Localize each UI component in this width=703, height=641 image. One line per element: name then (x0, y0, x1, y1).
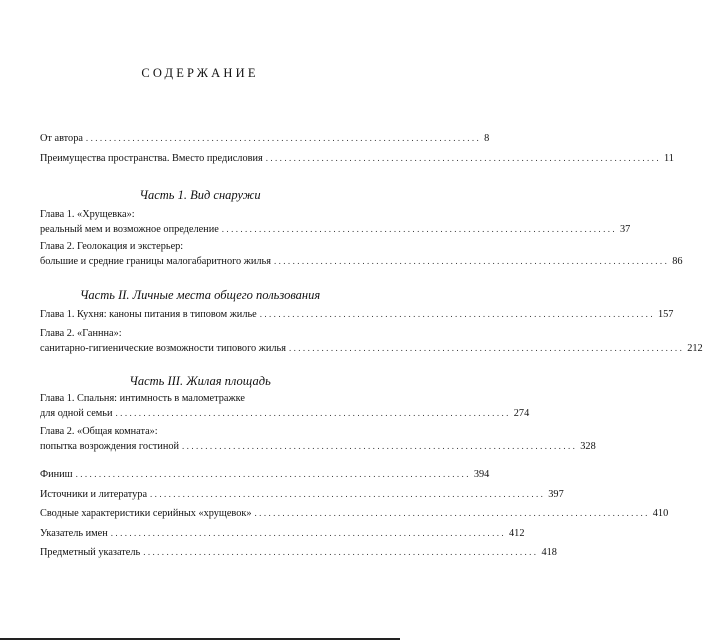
entry-page: 418 (541, 547, 557, 558)
entry-page: 8 (484, 133, 490, 144)
entry-page: 328 (580, 441, 596, 452)
entry-page: 11 (663, 153, 674, 164)
entry-title-line1: Глава 2. «Общая комната»: (40, 426, 158, 437)
toc-entry-part2-ch1[interactable] (40, 307, 674, 322)
entry-page: 212 (687, 343, 703, 354)
toc-entry-sources[interactable] (40, 487, 564, 502)
part-3-heading[interactable]: Часть III. Жилая площадь (129, 374, 271, 388)
toc-entry-finish[interactable] (40, 467, 490, 482)
toc-entry-part1-ch2[interactable] (40, 240, 683, 269)
leader-dots: ..................................................................................... (273, 256, 670, 266)
entry-title-line2: реальный мем и возможное определение (40, 224, 219, 235)
entry-page: 397 (548, 489, 564, 500)
toc-entry-part3-ch1[interactable] (40, 392, 530, 421)
entry-title: Источники и литература (40, 489, 148, 500)
entry-page: 394 (473, 469, 490, 480)
entry-title: Финиш (40, 469, 73, 480)
bottom-rule (0, 638, 400, 640)
leader-dots: ..................................................................................... (143, 547, 539, 557)
toc-entry-from-author[interactable] (40, 131, 490, 146)
entry-title-line1: Глава 1. «Хрущевка»: (40, 209, 135, 220)
part-1-heading[interactable]: Часть 1. Вид снаружи (139, 188, 261, 202)
leader-dots: ..................................................................................... (288, 343, 685, 353)
entry-title-line2: попытка возрождения гостиной (40, 441, 180, 452)
entry-page: 157 (657, 309, 674, 320)
leader-dots: ..................................................................................... (254, 508, 650, 518)
entry-title: Указатель имен (40, 528, 108, 539)
leader-dots: ..................................................................................... (150, 489, 546, 499)
part-2-heading[interactable]: Часть II. Личные места общего пользования (79, 288, 321, 302)
entry-page: 410 (652, 508, 669, 519)
leader-dots: ..................................................................................... (85, 133, 482, 143)
page-title: СОДЕРЖАНИЕ (141, 66, 259, 80)
entry-title-line2: большие и средние границы малогабаритного жилья (40, 256, 271, 267)
entry-title: Преимущества пространства. Вместо предисловия (40, 153, 263, 164)
entry-page: 86 (672, 256, 683, 267)
leader-dots: ..................................................................................... (221, 224, 618, 234)
entry-page: 37 (620, 224, 631, 235)
entry-title: Предметный указатель (40, 547, 141, 558)
leader-dots: ..................................................................................... (75, 469, 471, 479)
toc-entry-subject-index[interactable] (40, 545, 557, 560)
entry-title: Глава 1. Кухня: каноны питания в типовом жилье (40, 309, 257, 320)
entry-page: 274 (513, 408, 530, 419)
toc-entry-preface[interactable] (40, 151, 674, 166)
leader-dots: ..................................................................................... (182, 441, 578, 451)
toc-entry-part2-ch2[interactable] (40, 327, 703, 356)
entry-title-line1: Глава 2. «Ганнна»: (40, 328, 122, 339)
entry-title: От автора (40, 133, 83, 144)
entry-title-line1: Глава 2. Геолокация и экстерьер: (40, 241, 184, 252)
toc-entry-characteristics[interactable] (40, 506, 669, 521)
toc-entry-name-index[interactable] (40, 526, 525, 541)
toc-entry-part1-ch1[interactable] (40, 208, 631, 237)
entry-title: Сводные характеристики серийных «хрущевок» (40, 508, 252, 519)
entry-title-line2: санитарно-гигиенические возможности типового жилья (40, 343, 286, 354)
entry-title-line1: Глава 1. Спальня: интимность в малометражке (40, 393, 245, 404)
leader-dots: ..................................................................................... (115, 408, 511, 418)
toc-entry-part3-ch2[interactable] (40, 425, 596, 454)
entry-title-line2: для одной семьи (40, 408, 113, 419)
leader-dots: ..................................................................................... (259, 309, 655, 319)
leader-dots: ..................................................................................... (265, 153, 661, 163)
entry-page: 412 (509, 528, 525, 539)
leader-dots: ..................................................................................... (110, 528, 507, 538)
